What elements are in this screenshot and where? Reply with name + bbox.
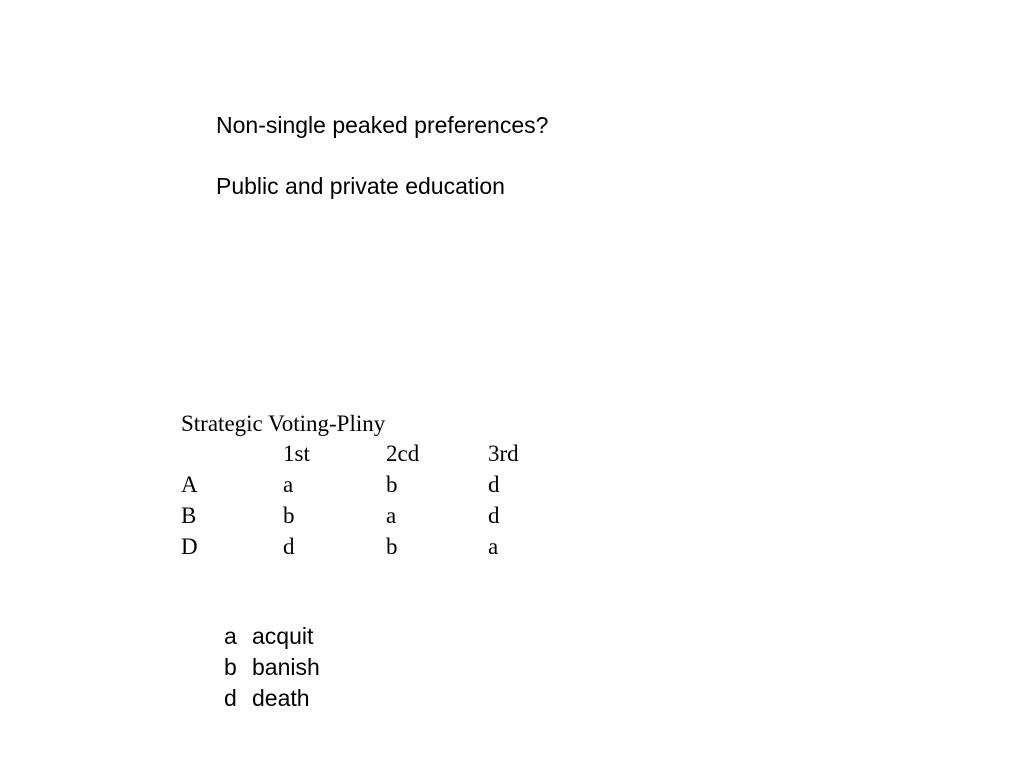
- header-cell: 1st: [283, 441, 310, 466]
- legend-key: b: [224, 654, 237, 680]
- table-cell: d: [488, 472, 500, 497]
- row-voter-label: B: [181, 503, 197, 528]
- legend-meaning: death: [252, 685, 310, 711]
- legend-meaning: acquit: [252, 623, 314, 649]
- topic-text: Public and private education: [216, 173, 505, 199]
- table-cell: b: [283, 503, 295, 528]
- table-cell: a: [386, 503, 397, 528]
- table-cell: b: [386, 472, 398, 497]
- legend-key: a: [224, 623, 237, 649]
- header-cell: 2cd: [386, 441, 420, 466]
- row-voter-label: D: [181, 534, 198, 559]
- table-cell: a: [283, 472, 294, 497]
- header-cell: 3rd: [488, 441, 519, 466]
- table-cell: a: [488, 534, 499, 559]
- table-cell: d: [283, 534, 295, 559]
- legend-key: d: [224, 685, 237, 711]
- question-text: Non-single peaked preferences?: [216, 112, 549, 138]
- row-voter-label: A: [181, 472, 198, 497]
- table-cell: d: [488, 503, 500, 528]
- table-row: [181, 534, 581, 565]
- table-header-row: [181, 441, 581, 472]
- table-row: [181, 472, 581, 503]
- table-title: Strategic Voting-Pliny: [181, 411, 386, 436]
- table-row: [181, 503, 581, 534]
- table-cell: b: [386, 534, 398, 559]
- legend-meaning: banish: [252, 654, 320, 680]
